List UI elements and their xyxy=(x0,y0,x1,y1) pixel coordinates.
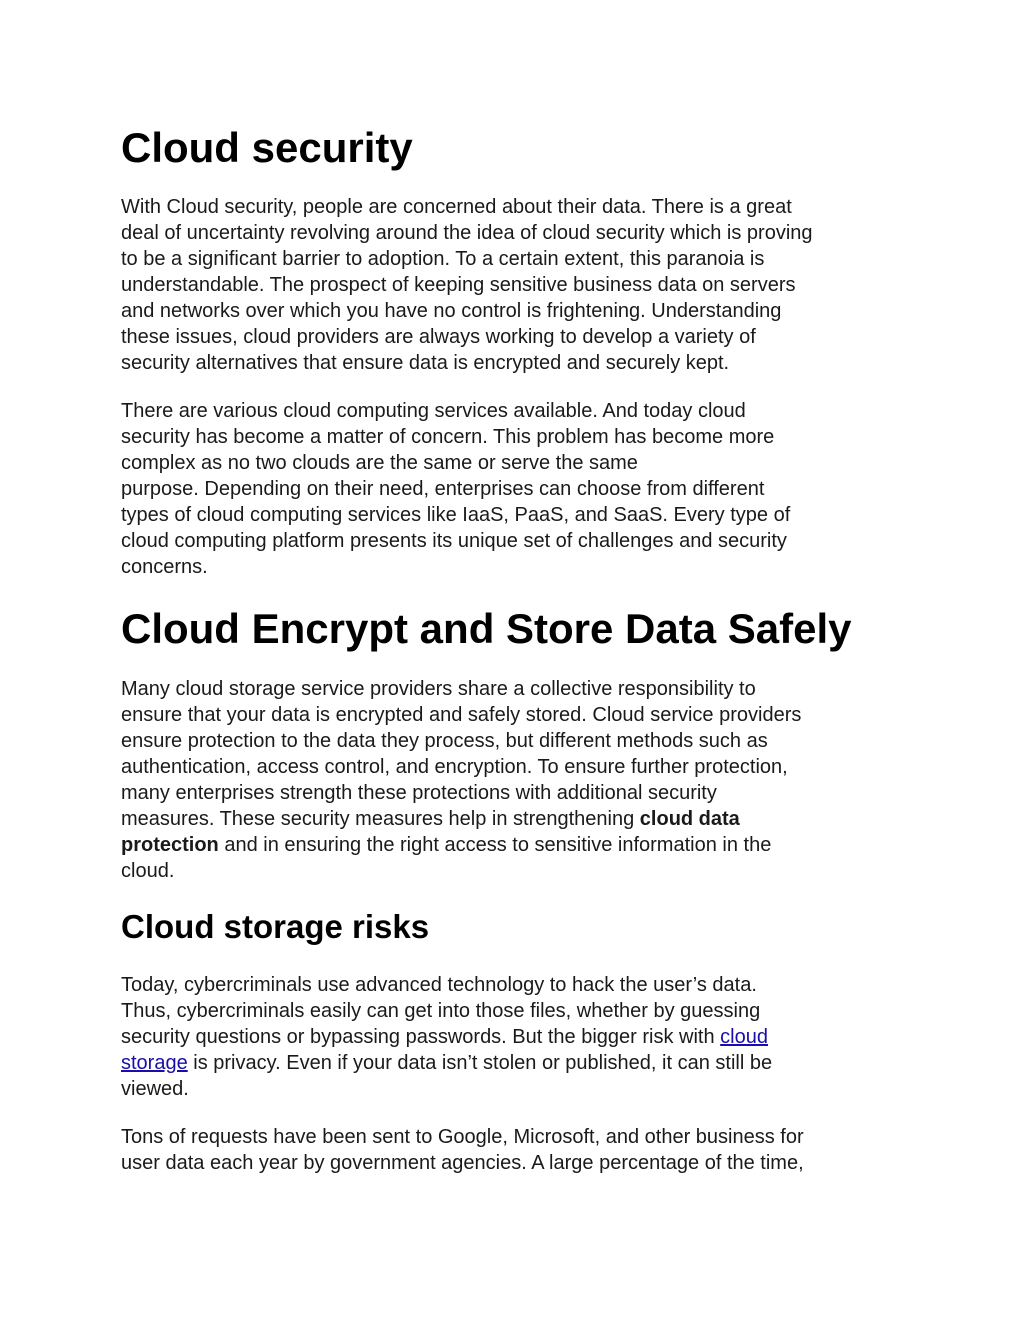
heading-cloud-security: Cloud security xyxy=(121,124,413,171)
text-line: security has become a matter of concern. This problem has become more xyxy=(121,426,775,448)
bold-term-cloud-data: cloud data xyxy=(639,808,740,830)
text-line: and networks over which you have no control is frightening. Understanding xyxy=(121,300,782,322)
link-cloud-storage-part2[interactable]: storage xyxy=(121,1052,188,1074)
text-line: cloud. xyxy=(121,860,175,882)
text-line: authentication, access control, and encryption. To ensure further protection, xyxy=(121,756,788,778)
text-line: to be a significant barrier to adoption. To a certain extent, this paranoia is xyxy=(121,248,765,270)
text-line: cloud computing platform presents its unique set of challenges and security xyxy=(121,530,787,552)
paragraph-risks xyxy=(121,972,911,1102)
heading-cloud-storage-risks: Cloud storage risks xyxy=(121,908,430,945)
text-line: Tons of requests have been sent to Google, Microsoft, and other business for xyxy=(121,1126,804,1148)
text-run: and in ensuring the right access to sensitive information in the xyxy=(218,834,772,856)
text-line: deal of uncertainty revolving around the idea of cloud security which is proving xyxy=(121,222,813,244)
bold-term-protection: protection xyxy=(121,834,219,856)
text-line: ensure protection to the data they process, but different methods such as xyxy=(121,730,768,752)
text-run: measures. These security measures help in strengthening xyxy=(121,808,640,830)
text-line: viewed. xyxy=(121,1078,189,1100)
text-line: understandable. The prospect of keeping sensitive business data on servers xyxy=(121,274,796,296)
text-line: types of cloud computing services like IaaS, PaaS, and SaaS. Every type of xyxy=(121,504,791,526)
text-line: With Cloud security, people are concerned about their data. There is a great xyxy=(121,196,792,218)
paragraph-cloud-services xyxy=(121,398,911,580)
text-line: There are various cloud computing services available. And today cloud xyxy=(121,400,746,422)
text-line xyxy=(121,1050,911,1076)
text-line: Many cloud storage service providers share a collective responsibility to xyxy=(121,678,756,700)
text-line: concerns. xyxy=(121,556,208,578)
text-line xyxy=(121,832,911,858)
text-line: purpose. Depending on their need, enterprises can choose from different xyxy=(121,478,765,500)
text-line: many enterprises strength these protections with additional security xyxy=(121,782,717,804)
text-line xyxy=(121,806,911,832)
text-line xyxy=(121,1024,911,1050)
text-run: is privacy. Even if your data isn’t stolen or published, it can still be xyxy=(187,1052,773,1074)
paragraph-encrypt xyxy=(121,676,911,884)
text-run: security questions or bypassing passwords. But the bigger risk with xyxy=(121,1026,721,1048)
heading-cloud-encrypt: Cloud Encrypt and Store Data Safely xyxy=(121,605,852,652)
text-line: Today, cybercriminals use advanced technology to hack the user’s data. xyxy=(121,974,757,996)
text-line: these issues, cloud providers are always working to develop a variety of xyxy=(121,326,756,348)
link-cloud-storage-part1[interactable]: cloud xyxy=(720,1026,768,1048)
text-line: security alternatives that ensure data is encrypted and securely kept. xyxy=(121,352,730,374)
paragraph-government-requests xyxy=(121,1124,911,1176)
paragraph-cloud-security-intro xyxy=(121,194,911,376)
text-line: user data each year by government agencies. A large percentage of the time, xyxy=(121,1152,804,1174)
text-line: complex as no two clouds are the same or serve the same xyxy=(121,452,638,474)
text-line: ensure that your data is encrypted and safely stored. Cloud service providers xyxy=(121,704,802,726)
text-line: Thus, cybercriminals easily can get into those files, whether by guessing xyxy=(121,1000,761,1022)
